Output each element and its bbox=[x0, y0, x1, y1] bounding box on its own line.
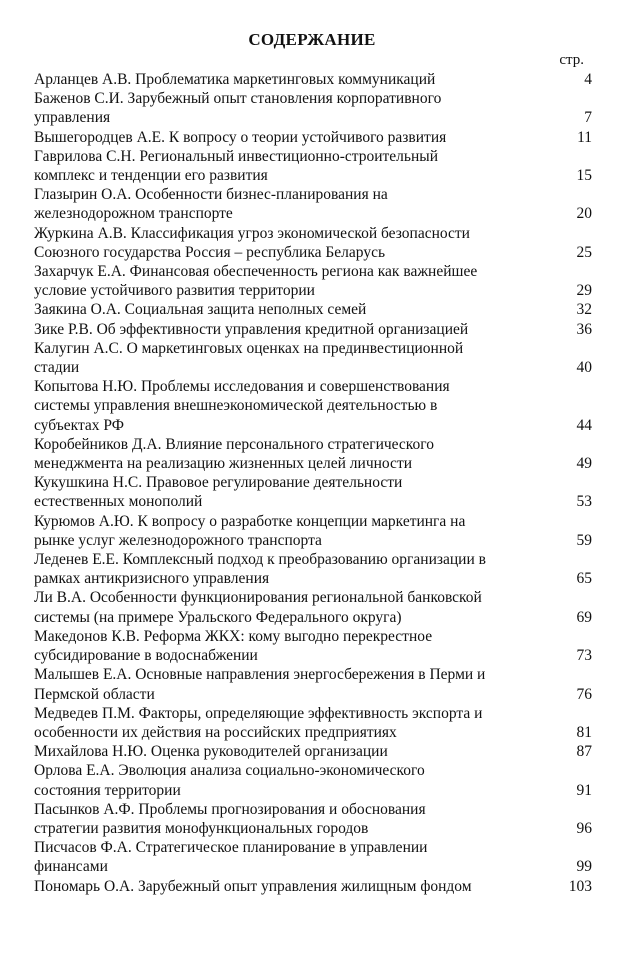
page-title: СОДЕРЖАНИЕ bbox=[248, 30, 376, 49]
toc-entry bbox=[34, 70, 592, 89]
toc-entry-line: Копытова Н.Ю. Проблемы исследования и совершенствования bbox=[34, 378, 450, 396]
toc-entry bbox=[34, 147, 592, 185]
toc-entry-line: системы управления внешнеэкономической деятельностью в bbox=[34, 397, 438, 415]
toc-entry-title bbox=[34, 128, 546, 147]
toc-entry-page-number: 87 bbox=[576, 743, 592, 761]
toc-entry-line: Михайлова Н.Ю. Оценка руководителей организации bbox=[34, 743, 388, 761]
toc-entry-title bbox=[34, 339, 546, 377]
toc-entry-line: Пасынков А.Ф. Проблемы прогнозирования и обоснования bbox=[34, 800, 426, 818]
toc-entry-line: управления bbox=[34, 109, 111, 127]
toc-entry bbox=[34, 435, 592, 473]
toc-entry-line: Медведев П.М. Факторы, определяющие эффективность экспорта и bbox=[34, 704, 483, 722]
toc-entry-page-number: 7 bbox=[584, 109, 592, 127]
toc-entry bbox=[34, 588, 592, 626]
toc-entry-title bbox=[34, 627, 546, 665]
toc-entry-line: Кукушкина Н.С. Правовое регулирование деятельности bbox=[34, 474, 403, 492]
toc-entry-page-number: 96 bbox=[576, 819, 592, 837]
toc-entry-page-number: 25 bbox=[576, 243, 592, 261]
toc-entry bbox=[34, 550, 592, 588]
toc-entry-title bbox=[34, 300, 546, 319]
toc-entry-page-number: 4 bbox=[584, 71, 592, 88]
toc-entry-title bbox=[34, 550, 546, 588]
toc-entry-page-number: 44 bbox=[576, 416, 592, 434]
toc-entry-line: Союзного государства Россия – республика Беларусь bbox=[34, 243, 386, 261]
toc-entry-line: Калугин А.С. О маркетинговых оценках на прединвестиционной bbox=[34, 339, 464, 357]
toc-entry-line: Коробейников Д.А. Влияние персонального стратегического bbox=[34, 435, 435, 453]
toc-entry-title bbox=[34, 742, 546, 761]
toc-entry bbox=[34, 300, 592, 319]
toc-entry bbox=[34, 320, 592, 339]
toc-entry-line: стадии bbox=[34, 359, 80, 377]
toc-entry-line: субсидирование в водоснабжении bbox=[34, 647, 258, 665]
toc-entry-line: финансами bbox=[34, 858, 108, 876]
toc-entry-line: Пономарь О.А. Зарубежный опыт управления жилищным фондом bbox=[34, 877, 472, 895]
toc-entry-page-number: 40 bbox=[576, 359, 592, 377]
toc-entry-line: Ли В.А. Особенности функционирования региональной банковской bbox=[34, 589, 482, 607]
toc-entry bbox=[34, 800, 592, 838]
table-of-contents bbox=[34, 70, 592, 896]
toc-entry bbox=[34, 742, 592, 761]
toc-entry-line: Пермской области bbox=[34, 685, 155, 703]
toc-entry-page-number: 91 bbox=[576, 781, 592, 799]
toc-entry-line: естественных монополий bbox=[34, 493, 203, 511]
toc-entry-line: Малышев Е.А. Основные направления энергосбережения в Перми и bbox=[34, 666, 486, 684]
toc-entry-page-number: 65 bbox=[576, 570, 592, 588]
toc-entry bbox=[34, 627, 592, 665]
toc-entry-page-number: 76 bbox=[576, 685, 592, 703]
toc-entry bbox=[34, 512, 592, 550]
toc-entry bbox=[34, 704, 592, 742]
toc-entry-title bbox=[34, 838, 546, 876]
toc-entry-line: Вышегородцев А.Е. К вопросу о теории устойчивого развития bbox=[34, 128, 447, 146]
toc-entry-title bbox=[34, 800, 546, 838]
toc-entry-line: Арланцев А.В. Проблематика маркетинговых коммуникаций bbox=[34, 71, 436, 88]
toc-entry-page-number: 29 bbox=[576, 282, 592, 300]
toc-entry-title bbox=[34, 512, 546, 550]
toc-entry-line: особенности их действия на российских предприятиях bbox=[34, 723, 397, 741]
toc-entry-line: Гаврилова С.Н. Региональный инвестиционно-строительный bbox=[34, 147, 438, 165]
toc-entry-title bbox=[34, 377, 546, 435]
toc-entry-page-number: 99 bbox=[576, 858, 592, 876]
toc-entry-title bbox=[34, 473, 546, 511]
toc-entry bbox=[34, 473, 592, 511]
toc-entry-line: стратегии развития монофункциональных городов bbox=[34, 819, 369, 837]
toc-entry bbox=[34, 665, 592, 703]
toc-entry-title bbox=[34, 877, 546, 896]
toc-entry-line: системы (на примере Уральского Федерального округа) bbox=[34, 608, 402, 626]
toc-entry-title bbox=[34, 147, 546, 185]
toc-entry-page-number: 15 bbox=[576, 167, 592, 185]
toc-entry-title bbox=[34, 704, 546, 742]
toc-entry-line: менеджмента на реализацию жизненных целей личности bbox=[34, 455, 413, 473]
toc-entry-title bbox=[34, 320, 546, 339]
toc-entry-title bbox=[34, 435, 546, 473]
toc-entry-line: Орлова Е.А. Эволюция анализа социально-экономического bbox=[34, 762, 425, 780]
toc-entry-line: Захарчук Е.А. Финансовая обеспеченность региона как важнейшее bbox=[34, 263, 478, 281]
toc-entry-page-number: 59 bbox=[576, 531, 592, 549]
toc-entry-page-number: 69 bbox=[576, 608, 592, 626]
toc-entry-title bbox=[34, 665, 546, 703]
toc-entry-title bbox=[34, 761, 546, 799]
toc-entry-line: состояния территории bbox=[34, 781, 181, 799]
toc-entry bbox=[34, 761, 592, 799]
toc-entry-title bbox=[34, 262, 546, 300]
toc-entry-line: Глазырин О.А. Особенности бизнес-планирования на bbox=[34, 186, 388, 204]
toc-entry-title bbox=[34, 588, 546, 626]
toc-entry bbox=[34, 838, 592, 876]
toc-entry-line: Зике Р.В. Об эффективности управления кредитной организацией bbox=[34, 320, 469, 338]
toc-entry-line: субъектах РФ bbox=[34, 416, 125, 434]
toc-entry-line: рамках антикризисного управления bbox=[34, 570, 270, 588]
toc-entry-page-number: 49 bbox=[576, 455, 592, 473]
toc-entry-line: рынке услуг железнодорожного транспорта bbox=[34, 531, 322, 549]
toc-entry-title bbox=[34, 89, 546, 127]
toc-entry-line: Писчасов Ф.А. Стратегическое планирование в управлении bbox=[34, 839, 428, 857]
page-column-label: стр. bbox=[559, 52, 584, 68]
toc-entry-line: Заякина О.А. Социальная защита неполных семей bbox=[34, 301, 367, 319]
toc-entry bbox=[34, 877, 592, 896]
toc-entry bbox=[34, 224, 592, 262]
toc-entry-title bbox=[34, 70, 546, 89]
toc-entry bbox=[34, 339, 592, 377]
toc-entry-page-number: 73 bbox=[576, 647, 592, 665]
toc-entry bbox=[34, 377, 592, 435]
toc-entry-page-number: 20 bbox=[576, 205, 592, 223]
toc-entry-page-number: 103 bbox=[568, 877, 592, 895]
toc-entry bbox=[34, 89, 592, 127]
toc-entry-line: условие устойчивого развития территории bbox=[34, 282, 315, 300]
toc-entry-line: Баженов С.И. Зарубежный опыт становления корпоративного bbox=[34, 90, 442, 108]
toc-entry-line: комплекс и тенденции его развития bbox=[34, 167, 268, 185]
toc-entry-page-number: 32 bbox=[576, 301, 592, 319]
toc-entry-line: Леденев Е.Е. Комплексный подход к преобразованию организации в bbox=[34, 551, 486, 569]
toc-entry-page-number: 11 bbox=[577, 128, 592, 146]
toc-entry-title bbox=[34, 185, 546, 223]
toc-entry bbox=[34, 128, 592, 147]
toc-entry bbox=[34, 262, 592, 300]
toc-entry bbox=[34, 185, 592, 223]
toc-entry-page-number: 36 bbox=[576, 320, 592, 338]
toc-entry-line: железнодорожном транспорте bbox=[34, 205, 233, 223]
toc-entry-line: Македонов К.В. Реформа ЖКХ: кому выгодно перекрестное bbox=[34, 627, 433, 645]
toc-entry-line: Журкина А.В. Классификация угроз экономической безопасности bbox=[34, 224, 470, 242]
toc-entry-page-number: 53 bbox=[576, 493, 592, 511]
toc-entry-page-number: 81 bbox=[576, 723, 592, 741]
toc-entry-title bbox=[34, 224, 546, 262]
toc-entry-line: Курюмов А.Ю. К вопросу о разработке концепции маркетинга на bbox=[34, 512, 466, 530]
